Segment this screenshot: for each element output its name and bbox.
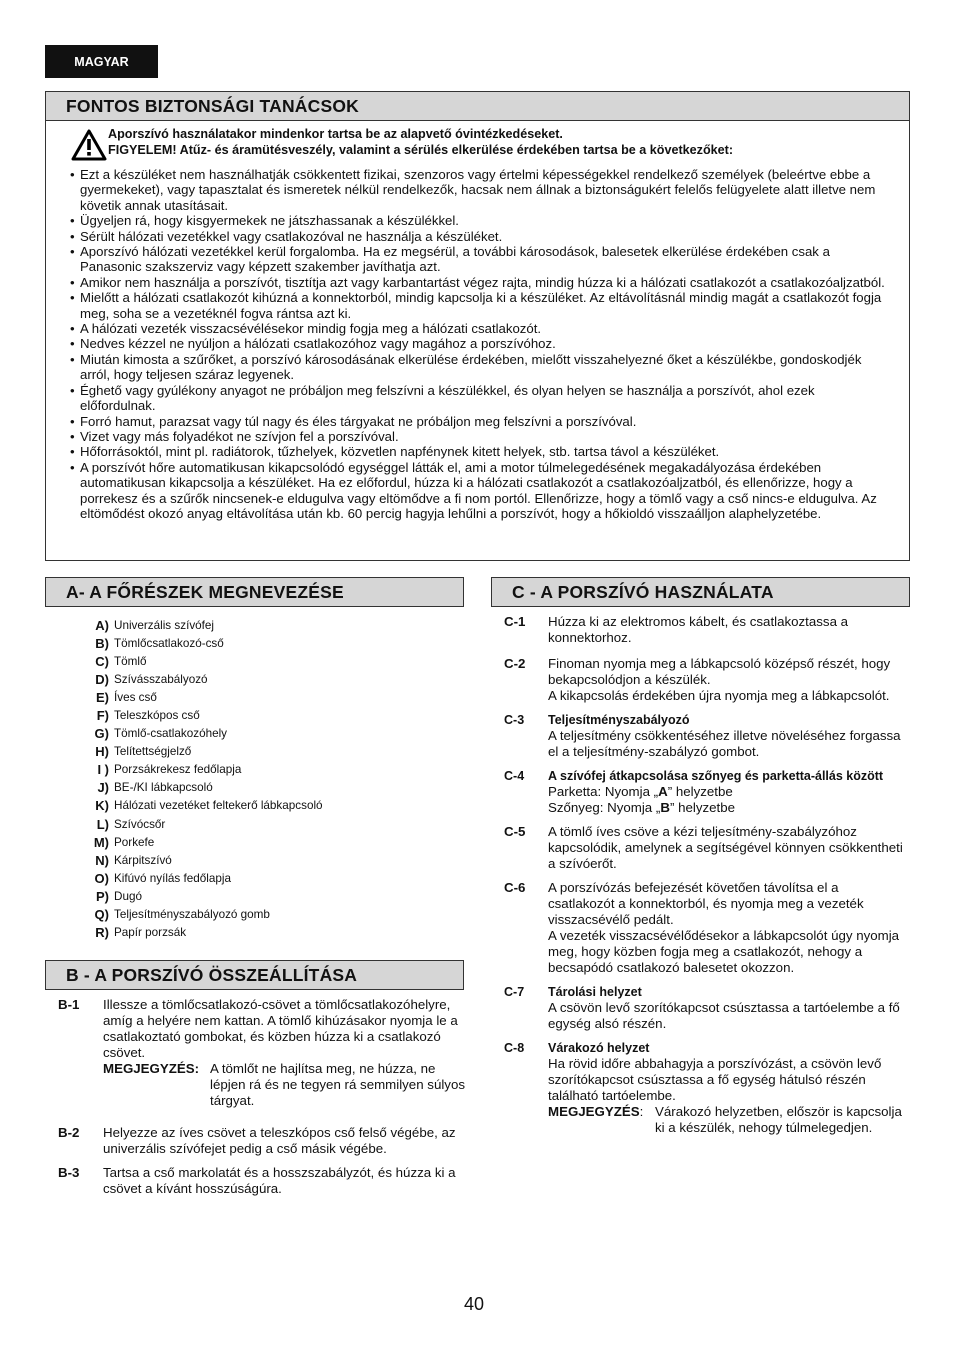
part-name: Szívócsőr [114, 817, 166, 831]
step-text: A csövön levő szorítókapcsot csúsztassa a tartóelembe a fő egység alsó részén. [548, 1000, 900, 1031]
step-code: B-3 [58, 1165, 80, 1180]
part-item [60, 670, 460, 688]
warning-line-2: FIGYELEM! Atűz- és áramütésveszély, valamint a sérülés elkerülése érdekében tartsa be a következőket: [108, 142, 734, 157]
step-code: B-1 [58, 997, 80, 1012]
step-code: C-1 [504, 614, 526, 629]
part-letter: C) [95, 653, 109, 669]
safety-bullet: • Miután kimosta a szűrőket, a porszívó károsodásának elkerülése érdekében, mielőtt visszahelyezné őket a készülékbe, gondoskodjék arról, hogy teljesen száraz legyenek. [70, 352, 890, 383]
step-text-2: A kikapcsolás érdekében újra nyomja meg a lábkapcsolót. [548, 688, 890, 703]
step-text: A porszívózás befejezését követően távolítsa el a csatlakozót a konnektorból, és nyomja meg a vezeték visszacsévélő pedált. [548, 880, 864, 927]
part-letter: N) [95, 852, 109, 868]
part-item [60, 706, 460, 724]
step-title: Várakozó helyzet [548, 1041, 650, 1055]
assembly-steps [58, 997, 466, 1197]
safety-bullet: • Mielőtt a hálózati csatlakozót kihúzná a konnektorból, mindig kapcsolja ki a készüléket. Az eltávolításnál mindig magát a csatlakozót fogja meg, soha se a vezetéknél fogva rántsa azt ki. [70, 290, 890, 321]
part-name: Hálózati vezetéket feltekerő lábkapcsoló [114, 799, 323, 813]
part-item [60, 779, 460, 797]
step-note [103, 1061, 466, 1109]
safety-bullet-list [70, 167, 890, 521]
part-letter: M) [93, 834, 109, 850]
part-letter: F) [96, 708, 109, 724]
language-tab: MAGYAR [45, 45, 158, 78]
part-item [60, 815, 460, 833]
assembly-header [45, 960, 464, 990]
part-item [60, 906, 460, 924]
parts-list [60, 616, 460, 942]
step-c3 [504, 712, 904, 760]
step-text: Illessze a tömlőcsatlakozó-csövet a tömlőcsatlakozóhelyre, amíg a helyére nem kattan. A tömlő kihúzásakor nyomja le a csatlakoztató gombokat, és közben húzza ki a csatlakozó csövet. [103, 997, 458, 1060]
step-text-2: A vezeték visszacsévélődésekor a lábkapcsolót úgy nyomja meg, hogy közben fogja meg a csatlakozót, nehogy a becsapódó csatlakozó balesetet okozzon. [548, 928, 900, 975]
safety-bullet: • A porszívót hőre automatikusan kikapcsolódó egységgel látták el, ami a motor túlmelegedésének megakadályozása érdekében automatikusan kikapcsolja a készüléket. Ha ez előfordul, húzza ki a hálózati csatlakozót a csatlakozóaljzatból, és ellenőrizze, hogy a porrekesz és a szűrők nincsenek-e eldugulva vagy eltömődve a fi nom portól. Ellenőrizze, hogy a tömlő vagy a cső nincs-e eldugulva. Az eltömődést okozó anyag eltávolítása után kb. 60 percig hagyja lehűlni a porszívót, hogy a hőkioldó visszaálljon alaphelyzetébe. [70, 460, 890, 522]
step-code: C-3 [504, 713, 525, 727]
part-letter: K) [95, 798, 109, 814]
part-item [60, 851, 460, 869]
step-text: A teljesítmény csökkentéséhez illetve növeléséhez forgassa el a teljesítmény-szabályzó gombot. [548, 728, 901, 759]
part-name: Porkefe [114, 835, 155, 849]
step-text: Helyezze az íves csövet a teleszkópos cső felső végébe, az univerzális szívófejet pedig a cső másik végébe. [103, 1125, 456, 1156]
step-code: C-7 [504, 985, 525, 999]
step-code: C-4 [504, 769, 525, 783]
usage-title: C - A PORSZÍVÓ HASZNÁLATA [512, 581, 774, 602]
safety-bullet: • Aporszívó hálózati vezetékkel kerül forgalomba. Ha ez megsérül, a további károsodások, balesetek elkerülése érdekében csak a Panasonic szakszerviz vagy képzett szakember javíthatja azt. [70, 244, 890, 275]
warning-text [108, 127, 733, 158]
safety-title: FONTOS BIZTONSÁGI TANÁCSOK [66, 95, 359, 116]
step-title: A szívófej átkapcsolása szőnyeg és parketta-állás között [548, 769, 884, 783]
safety-bullet: • Ezt a készüléket nem használhatják csökkentett fizikai, szenzoros vagy értelmi képességekkel rendelkező személyek (beleértve ebbe a gyermekeket), vagy tapasztalat és ismeretek nélkül rendelkezők, hacsak nem állnak a biztonságukért felelős felügyelete alatt illetve nem követik annak utasításait. [70, 167, 890, 213]
part-item [60, 887, 460, 905]
part-letter: D) [95, 671, 109, 687]
part-name: Kifúvó nyílás fedőlapja [114, 871, 231, 885]
step-b1 [58, 997, 466, 1109]
safety-bullet: • Amikor nem használja a porszívót, tisztítja azt vagy karbantartást végez rajta, mindig húzza ki a hálózati csatlakozót a csatlakozóaljzatból. [70, 275, 890, 290]
part-name: Univerzális szívófej [114, 618, 215, 632]
part-item [60, 833, 460, 851]
part-item [60, 725, 460, 743]
part-item [60, 797, 460, 815]
step-c5 [504, 824, 904, 872]
part-item [60, 924, 460, 942]
step-text: Húzza ki az elektromos kábelt, és csatlakoztassa a konnektorhoz. [548, 614, 849, 645]
step-text: Tartsa a cső markolatát és a hosszszabályzót, és húzza ki a csövet a kívánt hosszúságúra. [103, 1165, 456, 1196]
page-number: 40 [464, 1294, 485, 1314]
step-text: Ha rövid időre abbahagyja a porszívózást, a csövön levő szorítókapcsot csúsztassa a fő egység hátulsó részén található tartóelembe. [548, 1056, 882, 1103]
step-c1 [504, 614, 904, 646]
part-item [60, 743, 460, 761]
part-item [60, 688, 460, 706]
safety-bullet: • Vizet vagy más folyadékot ne szívjon fel a porszívóval. [70, 429, 890, 444]
part-name: Papír porzsák [114, 926, 187, 940]
safety-bullet: • Nedves kézzel ne nyúljon a hálózati csatlakozóhoz vagy magához a porszívóhoz. [70, 336, 890, 351]
note-label: MEGJEGYZÉS: [103, 1061, 200, 1076]
note-text: Várakozó helyzetben, először is kapcsolja ki a készülék, nehogy túlmelegedjen. [655, 1104, 902, 1135]
assembly-title: B - A PORSZÍVÓ ÖSSZEÁLLÍTÁSA [66, 964, 358, 985]
part-letter: L) [96, 816, 109, 832]
position-key-b: B [660, 800, 670, 815]
part-letter: O) [94, 870, 109, 886]
parts-title: A- A FŐRÉSZEK MEGNEVEZÉSE [66, 581, 344, 602]
safety-bullet: • Éghető vagy gyúlékony anyagot ne próbáljon meg felszívni a készülékkel, és olyan helyen se használja a porszívót, ahol ezek előfordulnak. [70, 383, 890, 414]
safety-bullet: • Sérült hálózati vezetékkel vagy csatlakozóval ne használja a készüléket. [70, 229, 890, 244]
step-code: B-2 [58, 1125, 80, 1140]
step-code: C-5 [504, 824, 526, 839]
safety-bullet: • A hálózati vezeték visszacsévélésekor mindig fogja meg a hálózati csatlakozót. [70, 321, 890, 336]
note-label: MEGJEGYZÉS: [548, 1104, 644, 1119]
part-name: Íves cső [114, 690, 157, 704]
step-note [548, 1104, 904, 1136]
part-name: Tömlő-csatlakozóhely [114, 727, 228, 741]
safety-bullet: • Ügyeljen rá, hogy kisgyermekek ne játszhassanak a készülékkel. [70, 213, 890, 228]
part-name: Dugó [114, 889, 142, 903]
part-letter: Q) [94, 907, 109, 923]
part-item [60, 761, 460, 779]
szonyeg-line: Szőnyeg: Nyomja „B” helyzetbe [548, 800, 735, 815]
part-letter: G) [94, 726, 109, 742]
part-name: Szívásszabályozó [114, 672, 208, 686]
step-b2 [58, 1125, 466, 1157]
part-name: Porzsákrekesz fedőlapja [114, 763, 242, 777]
step-code: C-6 [504, 880, 526, 895]
part-letter: B) [95, 635, 109, 651]
warning-icon [71, 129, 107, 161]
part-name: Tömlőcsatlakozó-cső [114, 636, 224, 650]
safety-bullet: • Forró hamut, parazsat vagy túl nagy és éles tárgyakat ne próbáljon meg felszívni a porszívóval. [70, 414, 890, 429]
part-item [60, 616, 460, 634]
part-letter: P) [96, 888, 109, 904]
safety-header [45, 91, 910, 121]
step-b3 [58, 1165, 466, 1197]
part-letter: E) [96, 689, 109, 705]
usage-header [491, 577, 910, 607]
step-c8 [504, 1040, 904, 1136]
step-text: A tömlő íves csöve a kézi teljesítmény-szabályzóhoz kapcsolódik, amelynek a segítségével könnyen csökkentheti a szívóerőt. [548, 824, 903, 871]
step-title: Teljesítményszabályozó [548, 713, 690, 727]
part-name: Tömlő [114, 654, 147, 668]
part-name: Telítettségjelző [114, 745, 192, 759]
step-c7 [504, 984, 904, 1032]
parts-header [45, 577, 464, 607]
step-c6 [504, 880, 904, 976]
safety-box [45, 120, 910, 561]
warning-line-1: Aporszívó használatakor mindenkor tartsa be az alapvető óvintézkedéseket. [108, 127, 563, 141]
part-item [60, 869, 460, 887]
part-letter: A) [95, 617, 109, 633]
step-c4 [504, 768, 904, 816]
part-name: Kárpitszívó [114, 853, 172, 867]
step-c2 [504, 656, 904, 704]
parketta-line: Parketta: Nyomja „A” helyzetbe [548, 784, 733, 799]
part-letter: R) [95, 925, 109, 941]
step-code: C-8 [504, 1041, 525, 1055]
part-item [60, 652, 460, 670]
step-title: Tárolási helyzet [548, 985, 642, 999]
usage-steps [504, 614, 904, 1136]
step-code: C-2 [504, 656, 526, 671]
step-text: Finoman nyomja meg a lábkapcsoló középső részét, hogy bekapcsolódjon a készülék. [548, 656, 891, 687]
part-letter: I ) [97, 762, 109, 778]
part-name: BE-/KI lábkapcsoló [114, 781, 213, 795]
part-item [60, 634, 460, 652]
part-name: Teljesítményszabályozó gomb [114, 908, 270, 922]
position-key-a: A [658, 784, 668, 799]
part-name: Teleszkópos cső [114, 709, 200, 723]
part-letter: H) [95, 744, 109, 760]
part-letter: J) [97, 780, 109, 796]
note-text: A tömlőt ne hajlítsa meg, ne húzza, ne lépjen rá és ne tegyen rá semmilyen súlyos tárgyat. [210, 1061, 465, 1108]
safety-bullet: • Hőforrásoktól, mint pl. radiátorok, tűzhelyek, közvetlen napfénynek kitett helyek, stb. tartsa távol a készüléket. [70, 444, 890, 459]
